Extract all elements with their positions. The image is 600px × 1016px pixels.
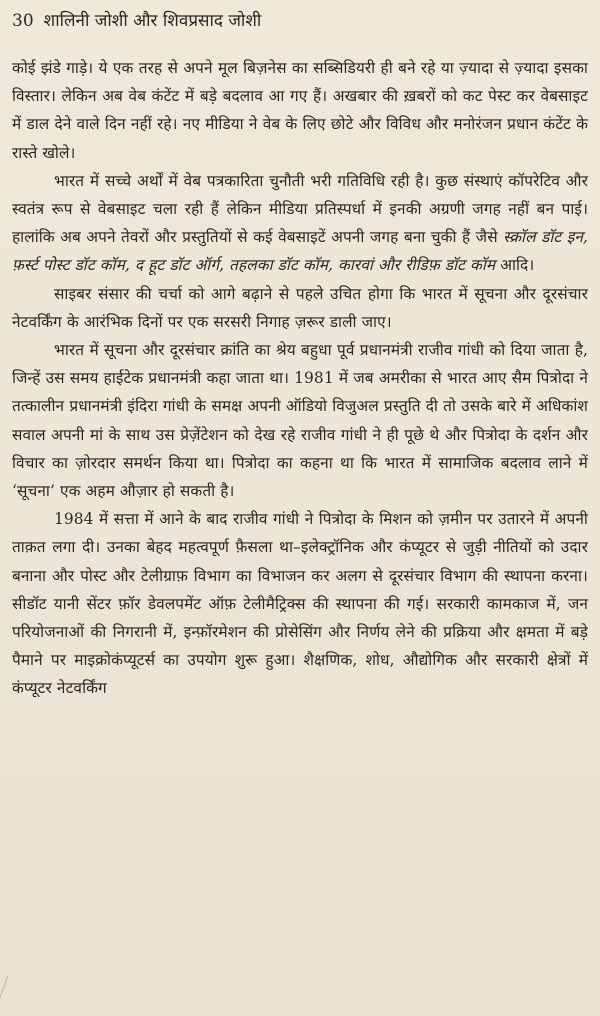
paragraph-2-website-list: स्क्रॉल डॉट इन, फ़र्स्ट पोस्ट डॉट कॉम, द हूट डॉट ऑर्ग, तहलका डॉट कॉम, कारवां और रीडिफ़ डॉट कॉम bbox=[12, 228, 588, 275]
paragraph-3: साइबर संसार की चर्चा को आगे बढ़ाने से पहले उचित होगा कि भारत में सूचना और दूरसंचार नेटवर्किंग के आरंभिक दिनों पर एक सरसरी निगाह ज़रूर डाली जाए। bbox=[12, 284, 588, 331]
body-text bbox=[12, 54, 588, 703]
paragraph-2-text-after: आदि। bbox=[495, 256, 535, 275]
paragraph-2-text-before: भारत में सच्चे अर्थों में वेब पत्रकारिता चुनौती भरी गतिविधि रही है। कुछ संस्थाएं कॉपरेटिव और स्वतंत्र रूप से वेबसाइट चला रही हैं लेकिन मीडिया प्रतिस्पर्धा में इनकी अग्रणी जगह नहीं बन पाई। हालांकि अब अपने तेवरों और प्रस्तुतियों से कई वेबसाइटें अपनी जगह बना चुकी हैं जैसे bbox=[12, 171, 588, 247]
paragraph-2 bbox=[12, 167, 588, 280]
page-number: 30 bbox=[12, 11, 34, 31]
paragraph-1: कोई झंडे गाड़े। ये एक तरह से अपने मूल बिज़नेस का सब्सिडियरी ही बने रहे या ज़्यादा से ज़्यादा इसका विस्तार। लेकिन अब वेब कंटेंट में बड़े बदलाव आ गए हैं। अखबार की ख़बरों को कट पेस्ट कर वेबसाइट में डाल देने वाले दिन नहीं रहे। नए मीडिया ने वेब के लिए छोटे और विविध और मनोरंजन प्रधान कंटेंट के रास्ते खोले। bbox=[12, 59, 588, 162]
paragraph-4: भारत में सूचना और दूरसंचार क्रांति का श्रेय बहुधा पूर्व प्रधानमंत्री राजीव गांधी को दिया जाता है, जिन्हें उस समय हाईटेक प्रधानमंत्री कहा जाता था। 1981 में जब अमरीका से भारत आए सैम पित्रोदा ने तत्कालीन प्रधानमंत्री इंदिरा गांधी के समक्ष अपनी ऑडियो विजुअल प्रस्तुति दी तो उसके बारे में अधिकांश सवाल अपनी मां के साथ उस प्रेज़ेंटेशन को देख रहे राजीव गांधी ने ही पूछे थे और पित्रोदा के दर्शन और विचार का ज़ोरदार समर्थन किया था। पित्रोदा का कहना था कि भारत में सामाजिक बदलाव लाने में ‘सूचना’ एक अहम औज़ार हो सकती है। bbox=[12, 341, 588, 501]
running-header bbox=[12, 8, 588, 34]
running-title: शालिनी जोशी और शिवप्रसाद जोशी bbox=[43, 11, 262, 31]
page-edge-mark bbox=[0, 976, 20, 1016]
paragraph-5: 1984 में सत्ता में आने के बाद राजीव गांधी ने पित्रोदा के मिशन को ज़मीन पर उतारने में अपनी ताक़त लगा दी। उनका बेहद महत्वपूर्ण फ़ैसला था–इलेक्ट्रॉनिक और कंप्यूटर से जुड़ी नीतियों को उदार बनाना और पोस्ट और टेलीग्राफ़ विभाग का विभाजन कर अलग से दूरसंचार विभाग की स्थापना करना। सीडॉट यानी सेंटर फ़ॉर डेवलपमेंट ऑफ़ टेलीमैट्रिक्स की स्थापना की गई। सरकारी कामकाज में, जन परियोजनाओं की निगरानी में, इन्फ़ॉरमेशन की प्रोसेसिंग और निर्णय लेने की प्रक्रिया और क्षमता में बड़े पैमाने पर माइक्रोकंप्यूटर्स का उपयोग शुरू हुआ। शैक्षणिक, शोध, औद्योगिक और सरकारी क्षेत्रों में कंप्यूटर नेटवर्किंग bbox=[12, 510, 588, 698]
